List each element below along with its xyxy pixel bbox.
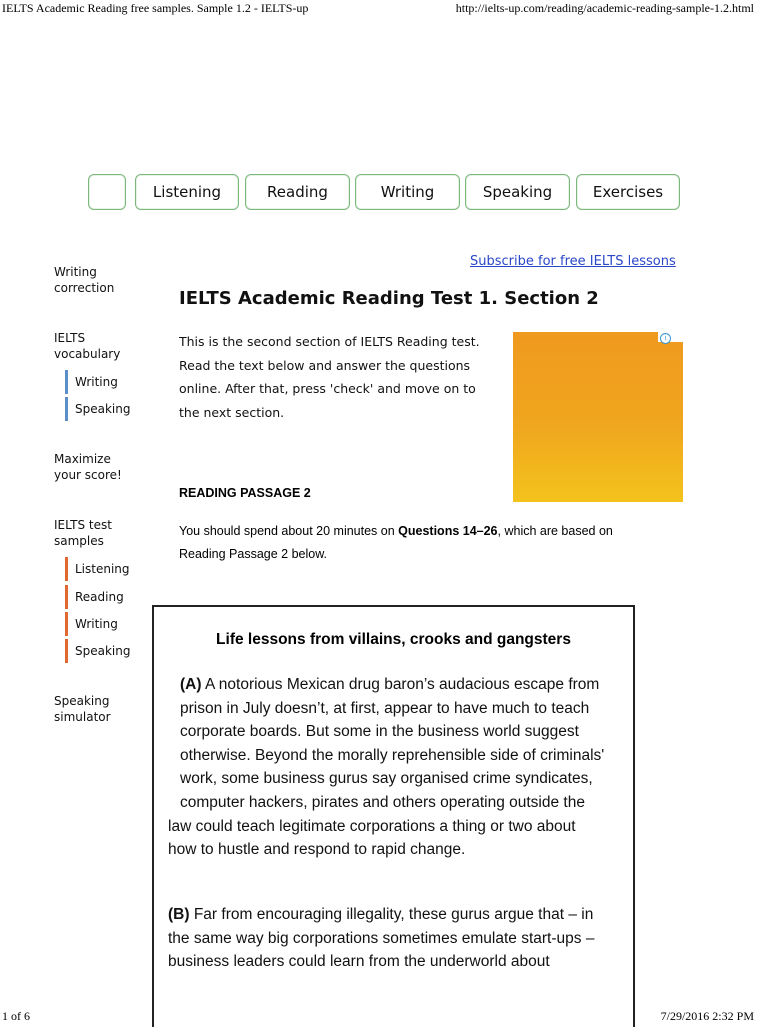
intro-text: This is the second section of IELTS Reading test. Read the text below and answer the questions online. After that, press 'check' and move on to the next section. <box>179 334 480 420</box>
sidebar-maximize-link[interactable]: Maximize your score! <box>54 452 122 482</box>
paragraph-a <box>168 673 618 862</box>
nav-reading-button[interactable]: Reading <box>245 174 350 210</box>
sidebar-test-samples-link[interactable]: IELTS test samples <box>54 518 112 548</box>
sidebar-speaking-simulator-link[interactable]: Speaking simulator <box>54 694 111 724</box>
paragraph-line: business leaders could learn from the underworld about <box>168 953 550 971</box>
paragraph-line <box>168 903 618 927</box>
print-footer <box>0 1008 768 1024</box>
paragraph-letter: (A) <box>180 676 202 693</box>
ad-info-icon[interactable]: i <box>660 333 671 344</box>
paragraph-line: otherwise. Beyond the morally reprehensible side of criminals' <box>180 746 605 764</box>
instruction-questions: Questions 14–26 <box>398 524 498 538</box>
instruction-after: , which are based on Reading Passage 2 below. <box>179 524 613 561</box>
paragraph-line: how to hustle and respond to rapid change. <box>168 841 466 859</box>
sidebar-samples-listening-link[interactable]: Listening <box>65 557 155 581</box>
paragraph-b <box>168 903 618 974</box>
sidebar-vocabulary-link[interactable]: IELTS vocabulary <box>54 331 121 361</box>
passage-box <box>152 605 635 1027</box>
ad-top-fill <box>513 332 658 342</box>
print-datetime: 7/29/2016 2:32 PM <box>660 1009 754 1023</box>
sidebar-samples-writing-link[interactable]: Writing <box>65 612 155 636</box>
sidebar-writing-correction-link[interactable]: Writing correction <box>54 265 115 295</box>
paragraph-line: prison in July doesn’t, at first, appear to have much to teach <box>180 699 590 717</box>
sidebar-samples-speaking-link[interactable]: Speaking <box>65 639 155 663</box>
home-button[interactable] <box>88 174 126 210</box>
paragraph-line: law could teach legitimate corporations a thing or two about <box>168 817 576 835</box>
sidebar-vocabulary-writing-link[interactable]: Writing <box>65 370 155 394</box>
instruction-before: You should spend about 20 minutes on <box>179 524 399 538</box>
print-page-number: 1 of 6 <box>2 1009 30 1023</box>
print-header <box>0 0 768 16</box>
print-page-title: IELTS Academic Reading free samples. Sample 1.2 - IELTS-up <box>2 1 309 15</box>
sidebar-samples-reading-link[interactable]: Reading <box>65 585 155 609</box>
paragraph-line-text: Far from encouraging illegality, these gurus argue that – in <box>193 906 594 923</box>
print-page-url: http://ielts-up.com/reading/academic-reading-sample-1.2.html <box>455 1 754 15</box>
advertisement-banner[interactable] <box>513 332 683 502</box>
nav-exercises-button[interactable]: Exercises <box>576 174 680 210</box>
page-title: IELTS Academic Reading Test 1. Section 2 <box>179 288 599 309</box>
paragraph-letter: (B) <box>168 906 190 923</box>
paragraph-line: computer hackers, pirates and others operating outside the <box>180 793 585 811</box>
subscribe-link[interactable]: Subscribe for free IELTS lessons <box>470 254 676 269</box>
sidebar-vocabulary-speaking-link[interactable]: Speaking <box>65 397 155 421</box>
passage-label: READING PASSAGE 2 <box>179 486 311 500</box>
instruction-text <box>179 520 659 566</box>
paragraph-line-text: A notorious Mexican drug baron’s audacious escape from <box>204 676 600 693</box>
paragraph-line <box>168 673 618 697</box>
ad-top-strip <box>513 332 683 342</box>
passage-title: Life lessons from villains, crooks and gangsters <box>216 631 571 648</box>
paragraph-line: work, some business gurus say organised crime syndicates, <box>180 770 593 788</box>
nav-listening-button[interactable]: Listening <box>135 174 239 210</box>
nav-speaking-button[interactable]: Speaking <box>465 174 570 210</box>
nav-writing-button[interactable]: Writing <box>355 174 460 210</box>
paragraph-line: corporate boards. But some in the business world suggest <box>180 723 579 741</box>
paragraph-line: the same way big corporations sometimes emulate start-ups – <box>168 929 595 947</box>
